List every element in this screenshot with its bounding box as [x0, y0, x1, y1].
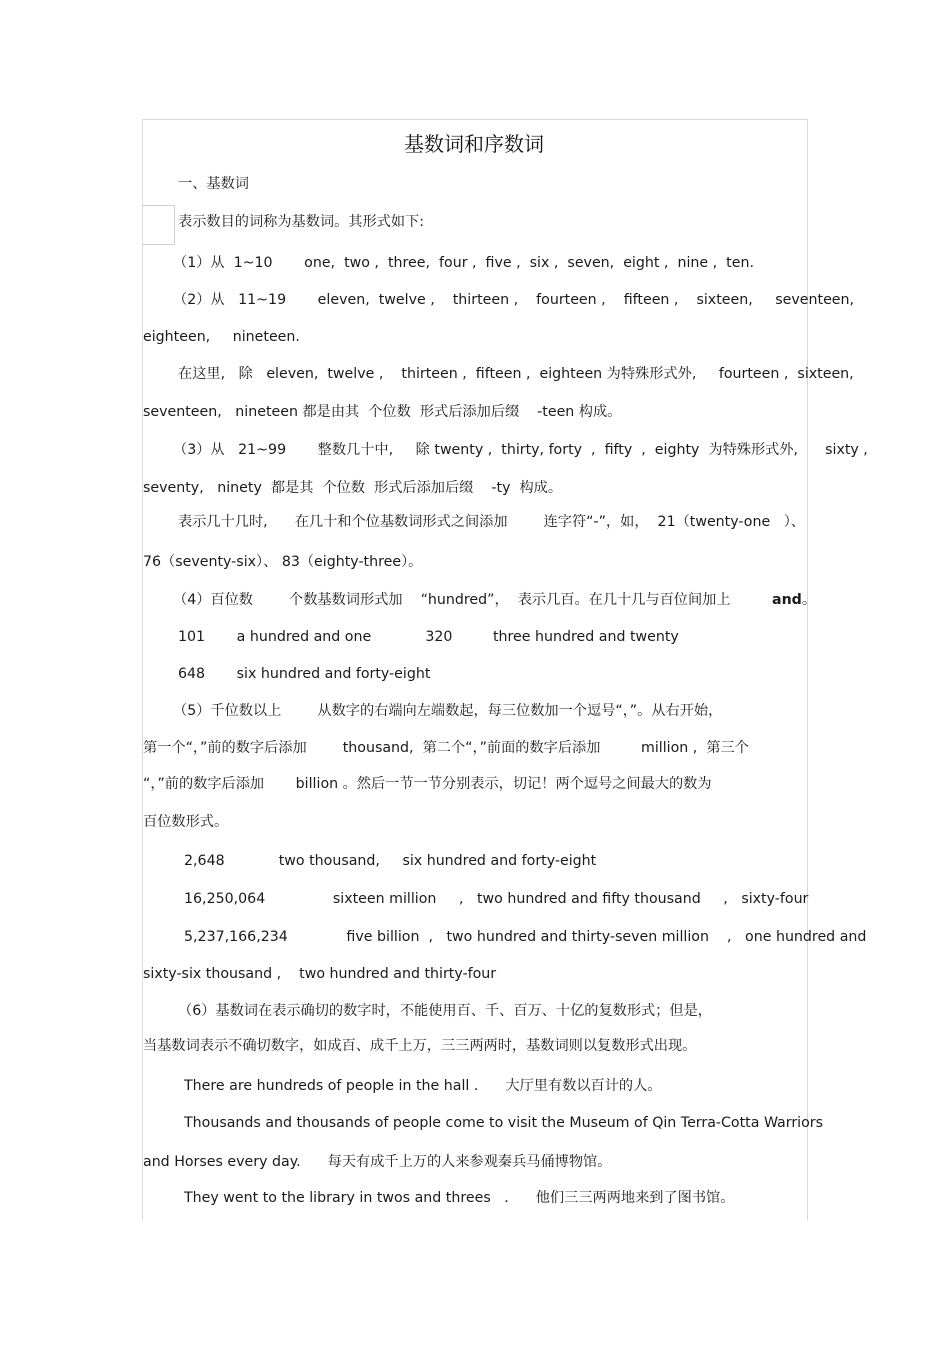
sentence-1: There are hundreds of people in the hall . 大厅里有数以百计的人。 [184, 1078, 662, 1094]
rule-5-line-4: 百位数形式。 [143, 814, 229, 830]
rule-2-line-1: （2）从 11~19 eleven, twelve , thirteen , fourteen , fifteen , sixteen, seventeen, [173, 292, 855, 308]
number-example-3-cont: sixty-six thousand , two hundred and thirty-four [143, 966, 497, 982]
rule-6-line-2: 当基数词表示不确切数字，如成百、成千上万，三三两两时，基数词则以复数形式出现。 [143, 1038, 697, 1054]
rule-5-line-1: （5）千位数以上 从数字的右端向左端数起，每三位数加一个逗号“，”。从右开始， [173, 703, 723, 719]
hyphen-note-line-2: 76（seventy-six）、 83（eighty-three）。 [143, 554, 423, 570]
rule-4-text: （4）百位数 个数基数词形式加 “hundred”， 表示几百。在几十几与百位间加上 [173, 592, 731, 608]
note-teen-line-2: seventeen, nineteen 都是由其 个位数 形式后添加后缀 -teen 构成。 [143, 404, 622, 420]
rule-5-line-2: 第一个“，”前的数字后添加 thousand, 第二个“，”前面的数字后添加 million , 第三个 [143, 740, 749, 756]
rule-3-line-2: seventy, ninety 都是其 个位数 形式后添加后缀 -ty 构成。 [143, 480, 563, 496]
document-title: 基数词和序数词 [404, 132, 544, 156]
note-teen-line-1: 在这里, 除 eleven, twelve , thirteen , fifteen , eighteen 为特殊形式外, fourteen , sixteen, [178, 366, 854, 382]
intro-paragraph: 表示数目的词称为基数词。其形式如下: [178, 214, 424, 230]
rule-3-line-1: （3）从 21~99 整数几十中, 除 twenty , thirty, forty , fifty , eighty 为特殊形式外, sixty , [173, 442, 868, 458]
number-example-2: 16,250,064 sixteen million , two hundred and fifty thousand , sixty-four [184, 891, 809, 907]
rule-4 [173, 591, 817, 609]
section-heading: 一、基数词 [178, 176, 249, 192]
sentence-2-line-2: and Horses every day. 每天有成千上万的人来参观秦兵马俑博物馆。 [143, 1154, 612, 1170]
rule-2-line-2: eighteen, nineteen. [143, 329, 300, 345]
rule-5-line-3: “，”前的数字后添加 billion 。然后一节一节分别表示，切记！两个逗号之间最大的数为 [143, 776, 712, 792]
example-648: 648 six hundred and forty-eight [178, 666, 431, 682]
sentence-2-line-1: Thousands and thousands of people come to visit the Museum of Qin Terra-Cotta Warriors [184, 1115, 824, 1131]
margin-box [142, 205, 175, 245]
number-example-1: 2,648 two thousand, six hundred and forty-eight [184, 853, 597, 869]
number-example-3: 5,237,166,234 five billion , two hundred and thirty-seven million , one hundred and [184, 929, 867, 945]
rule-1: （1）从 1~10 one, two , three, four , five , six , seven, eight , nine , ten. [173, 255, 754, 271]
hyphen-note-line-1: 表示几十几时, 在几十和个位基数词形式之间添加 连字符“-”，如， 21（twenty-one ）、 [178, 514, 805, 530]
rule-6-line-1: （6）基数词在表示确切的数字时，不能使用百、千、百万、十亿的复数形式；但是， [178, 1003, 712, 1019]
rule-4-end: 。 [801, 592, 817, 608]
and-keyword: and [772, 592, 802, 608]
example-101-320: 101 a hundred and one 320 three hundred and twenty [178, 629, 679, 645]
sentence-3: They went to the library in twos and threes . 他们三三两两地来到了图书馆。 [184, 1190, 735, 1206]
